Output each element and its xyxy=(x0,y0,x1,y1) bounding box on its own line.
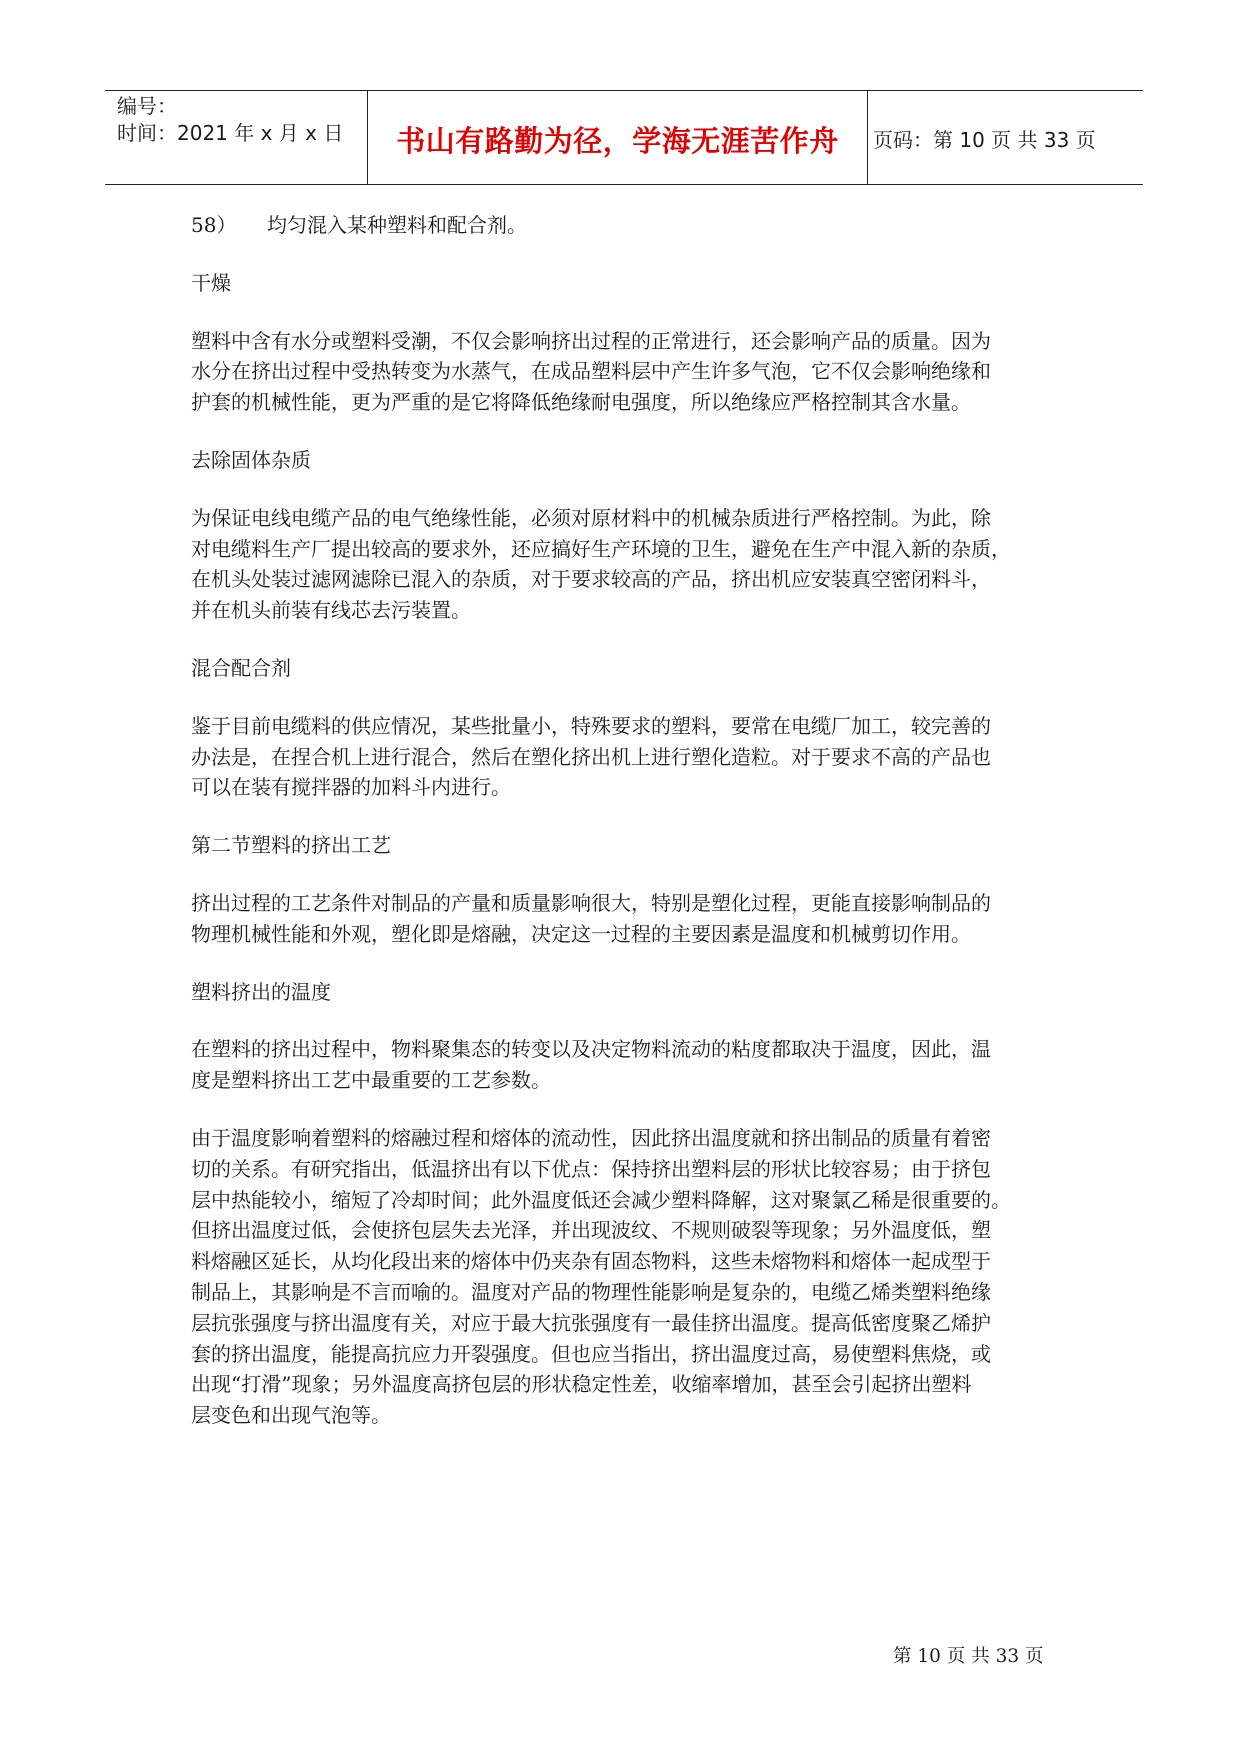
page-header xyxy=(105,90,1143,185)
text-line: 套的挤出温度，能提高抗应力开裂强度。但也应当指出，挤出温度过高，易使塑料焦烧，或 xyxy=(191,1341,991,1366)
text-line: 制品上，其影响是不言而喻的。温度对产品的物理性能影响是复杂的，电缆乙烯类塑料绝缘 xyxy=(191,1279,991,1304)
heading-temperature: 塑料挤出的温度 xyxy=(191,979,331,1004)
list-item-text: 均匀混入某种塑料和配合剂。 xyxy=(267,213,527,237)
text-line: 可以在装有搅拌器的加料斗内进行。 xyxy=(191,775,511,800)
text-line: 在机头处装过滤网滤除已混入的杂质，对于要求较高的产品，挤出机应安装真空密闭料斗， xyxy=(191,567,991,592)
list-item xyxy=(191,210,1063,241)
paragraph-mixing xyxy=(191,711,1063,803)
header-meta xyxy=(117,93,367,147)
date-text: 时间：2021 年 x 月 x 日 xyxy=(117,121,344,145)
text-line: 为保证电线电缆产品的电气绝缘性能，必须对原材料中的机械杂质进行严格控制。为此，除 xyxy=(191,505,991,530)
header-divider-left xyxy=(367,91,368,184)
header-divider-right xyxy=(867,91,868,184)
document-body xyxy=(191,210,1063,1431)
text-line: 层变色和出现气泡等。 xyxy=(191,1403,391,1428)
text-line: 塑料中含有水分或塑料受潮，不仅会影响挤出过程的正常进行，还会影响产品的质量。因为 xyxy=(191,328,991,353)
paragraph-temperature-2 xyxy=(191,1123,1063,1431)
text-line: 切的关系。有研究指出，低温挤出有以下优点：保持挤出塑料层的形状比较容易；由于挤包 xyxy=(191,1156,991,1181)
heading-section-2: 第二节塑料的挤出工艺 xyxy=(191,833,391,858)
text-line: 物理机械性能和外观，塑化即是熔融，决定这一过程的主要因素是温度和机械剪切作用。 xyxy=(191,921,971,946)
text-line: 层中热能较小，缩短了冷却时间；此外温度低还会减少塑料降解，这对聚氯乙稀是很重要的。 xyxy=(191,1187,1011,1212)
heading-mixing: 混合配合剂 xyxy=(191,655,291,680)
list-item-number: 58） xyxy=(191,213,237,237)
page-footer: 第 10 页 共 33 页 xyxy=(893,1646,1044,1667)
text-line: 对电缆料生产厂提出较高的要求外，还应搞好生产环境的卫生，避免在生产中混入新的杂质， xyxy=(191,536,1011,561)
header-motto: 书山有路勤为径，学海无涯苦作舟 xyxy=(396,124,839,158)
text-line: 出现“打滑”现象；另外温度高挤包层的形状稳定性差，收缩率增加，甚至会引起挤出塑料 xyxy=(191,1372,972,1397)
text-line: 并在机头前装有线芯去污装置。 xyxy=(191,598,471,623)
serial-number-label: 编号： xyxy=(117,94,177,118)
text-line: 度是塑料挤出工艺中最重要的工艺参数。 xyxy=(191,1068,551,1093)
text-line: 鉴于目前电缆料的供应情况，某些批量小，特殊要求的塑料，要常在电缆厂加工，较完善的 xyxy=(191,713,991,738)
heading-impurity: 去除固体杂质 xyxy=(191,447,311,472)
text-line: 在塑料的挤出过程中，物料聚集态的转变以及决定物料流动的粘度都取决于温度，因此，温 xyxy=(191,1037,991,1062)
heading-drying: 干燥 xyxy=(191,270,231,295)
paragraph-section-2 xyxy=(191,888,1063,950)
text-line: 水分在挤出过程中受热转变为水蒸气，在成品塑料层中产生许多气泡，它不仅会影响绝缘和 xyxy=(191,359,991,384)
paragraph-temperature-1 xyxy=(191,1034,1063,1096)
text-line: 层抗张强度与挤出温度有关，对应于最大抗张强度有一最佳挤出温度。提高低密度聚乙烯护 xyxy=(191,1310,991,1335)
text-line: 护套的机械性能，更为严重的是它将降低绝缘耐电强度，所以绝缘应严格控制其含水量。 xyxy=(191,390,971,415)
paragraph-drying xyxy=(191,326,1063,418)
text-line: 但挤出温度过低，会使挤包层失去光泽，并出现波纹、不规则破裂等现象；另外温度低，塑 xyxy=(191,1218,991,1243)
header-page-info: 页码：第 10 页 共 33 页 xyxy=(873,128,1096,152)
text-line: 办法是，在捏合机上进行混合，然后在塑化挤出机上进行塑化造粒。对于要求不高的产品也 xyxy=(191,744,991,769)
text-line: 由于温度影响着塑料的熔融过程和熔体的流动性，因此挤出温度就和挤出制品的质量有着密 xyxy=(191,1125,991,1150)
text-line: 料熔融区延长，从均化段出来的熔体中仍夹杂有固态物料，这些未熔物料和熔体一起成型于 xyxy=(191,1249,991,1274)
text-line: 挤出过程的工艺条件对制品的产量和质量影响很大，特别是塑化过程，更能直接影响制品的 xyxy=(191,890,991,915)
paragraph-impurity xyxy=(191,503,1063,626)
